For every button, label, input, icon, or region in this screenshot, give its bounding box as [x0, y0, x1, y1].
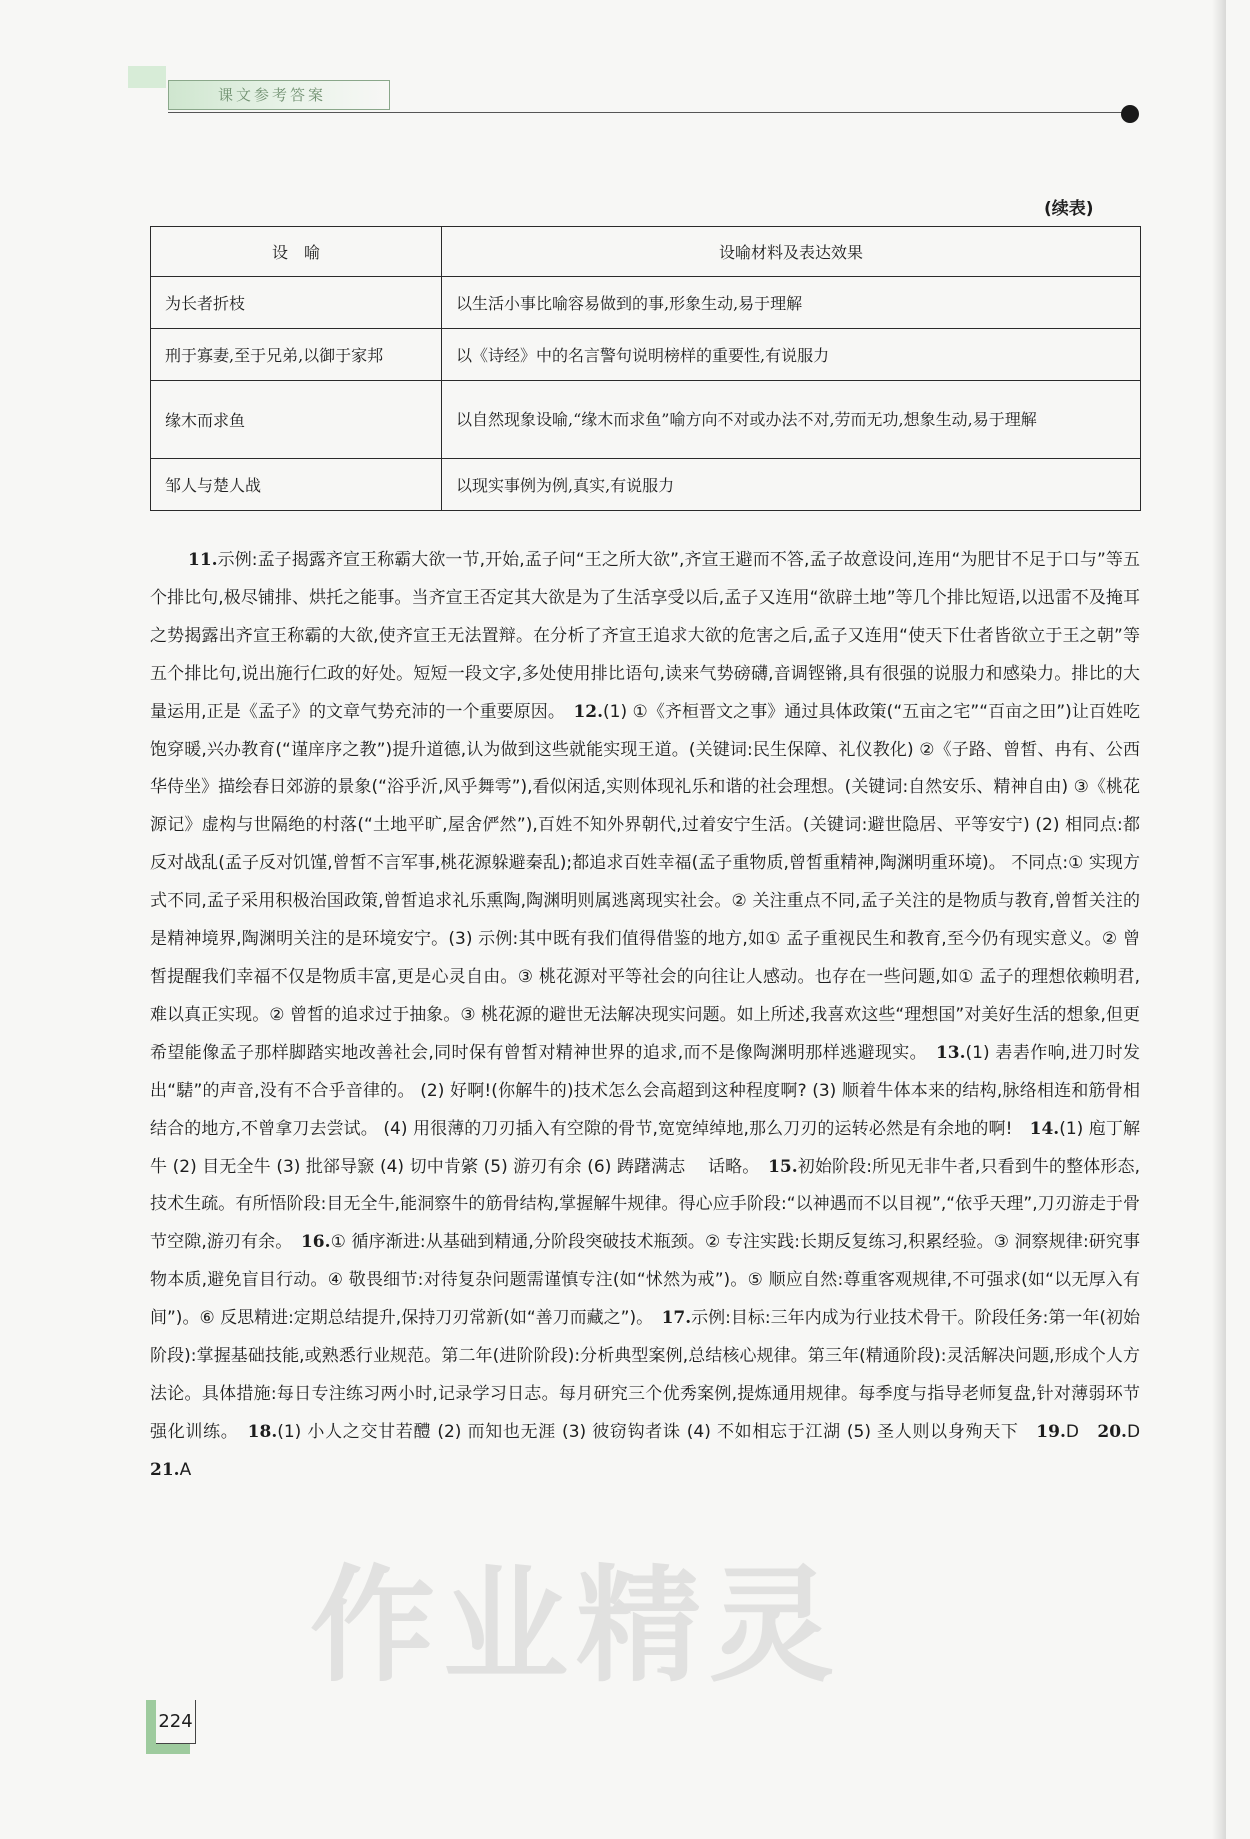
answers-body — [150, 542, 1140, 1490]
table-cell: 以生活小事比喻容易做到的事,形象生动,易于理解 — [442, 277, 1141, 329]
answer-text: 示例:孟子揭露齐宣王称霸大欲一节,开始,孟子问“王之所大欲”,齐宣王避而不答,孟子故意设问,连用“为肥甘不足于口与”等五个排比句,极尽铺排、烘托之能事。当齐宣王否定其大欲是为了生活享受以后,孟子又连用“欲辟土地”等几个排比短语,以迅雷不及掩耳之势揭露出齐宣王称霸的大欲,使齐宣王无法置辩。在分析了齐宣王追求大欲的危害之后,孟子又连用“使天下仕者皆欲立于王之朝”等五个排比句,说出施行仁政的好处。短短一段文字,多处使用排比语句,读来气势磅礴,音调铿锵,具有很强的说服力和感染力。排比的大量运用,正是《孟子》的文章气势充沛的一个重要原因。 — [150, 550, 1140, 722]
table-cell: 以现实事例为例,真实,有说服力 — [442, 459, 1141, 511]
table-cell: 邹人与楚人战 — [151, 459, 442, 511]
answer-text: 示例:目标:三年内成为行业技术骨干。阶段任务:第一年(初始阶段):掌握基础技能,或熟悉行业规范。第二年(进阶阶段):分析典型案例,总结核心规律。第三年(精通阶段):灵活解决问题,形成个人方法论。具体措施:每日专注练习两小时,记录学习日志。每月研究三个优秀案例,提炼通用规律。每季度与指导老师复盘,针对薄弱环节强化训练。 — [150, 1308, 1140, 1442]
page-edge-shadow — [1212, 0, 1226, 1839]
header-green-accent — [128, 66, 166, 88]
question-number: 12. — [573, 701, 604, 722]
table-cell: 缘木而求鱼 — [151, 381, 442, 459]
answer-text: (1) 砉砉作响,进刀时发出“騞”的声音,没有不合乎音律的。 (2) 好啊!(你解牛的)技术怎么会高超到这种程度啊? (3) 顺着牛体本来的结构,脉络相连和筋骨相结合的地方,不曾拿刀去尝试。 (4) 用很薄的刀刃插入有空隙的骨节,宽宽绰绰地,那么刀刃的运转必然是有余地的啊! — [150, 1042, 1141, 1139]
column-header-effect: 设喻材料及表达效果 — [442, 227, 1141, 277]
table-cell: 以自然现象设喻,“缘木而求鱼”喻方向不对或办法不对,劳而无功,想象生动,易于理解 — [442, 381, 1141, 459]
question-number: 21. — [150, 1459, 180, 1480]
header-rule — [168, 112, 1135, 113]
question-number: 15. — [768, 1156, 798, 1177]
page-number: 224 — [156, 1700, 196, 1744]
table-continued-label: (续表) — [1044, 199, 1094, 219]
answer-text: ① 循序渐进:从基础到精通,分阶段突破技术瓶颈。② 专注实践:长期反复练习,积累经验。③ 洞察规律:研究事物本质,避免盲目行动。④ 敬畏细节:对待复杂问题需谨慎专注(如“怵然为戒”)。⑤ 顺应自然:尊重客观规律,不可强求(如“以无厚入有间”)。⑥ 反思精进:定期总结提升,保持刀刃常新(如“善刀而藏之”)。 — [150, 1232, 1141, 1329]
answer-text: (1) ①《齐桓晋文之事》通过具体政策(“五亩之宅”“百亩之田”)让百姓吃饱穿暖,兴办教育(“谨庠序之教”)提升道德,认为做到这些就能实现王道。(关键词:民生保障、礼仪教化) ②《子路、曾皙、冉有、公西华侍坐》描绘春日郊游的景象(“浴乎沂,风乎舞雩”),看似闲适,实则体现礼乐和谐的社会理想。(关键词:自然安乐、精神自由) ③《桃花源记》虚构与世隔绝的村落(“土地平旷,屋舍俨然”),百姓不知外界朝代,过着安宁生活。(关键词:避世隐居、平等安宁) (2) 相同点:都反对战乱(孟子反对饥馑,曾皙不言军事,桃花源躲避秦乱);都追求百姓幸福(孟子重物质,曾皙重精神,陶渊明重环境)。 不同点:① 实现方式不同,孟子采用积极治国政策,曾皙追求礼乐熏陶,陶渊明则属逃离现实社会。② 关注重点不同,孟子关注的是物质与教育,曾皙关注的是精神境界,陶渊明关注的是环境安宁。(3) 示例:其中既有我们值得借鉴的地方,如① 孟子重视民生和教育,至今仍有现实意义。② 曾皙提醒我们幸福不仅是物质丰富,更是心灵自由。③ 桃花源对平等社会的向往让人感动。也存在一些问题,如① 孟子的理想依赖明君,难以真正实现。② 曾皙的追求过于抽象。③ 桃花源的避世无法解决现实问题。如上所述,我喜欢这些“理想国”对美好生活的想象,但更希望能像孟子那样脚踏实地改善社会,同时保有曾皙对精神世界的追求,而不是像陶渊明那样逃避现实。 — [150, 701, 1140, 1063]
answer-text: 初始阶段:所见无非牛者,只看到牛的整体形态,技术生疏。有所悟阶段:目无全牛,能洞察牛的筋骨结构,掌握解牛规律。得心应手阶段:“以神遇而不以目视”,“依乎天理”,刀刃游走于骨节空隙,游刃有余。 — [150, 1156, 1141, 1253]
question-number: 14. — [1029, 1118, 1060, 1139]
table-header-row — [151, 227, 1141, 277]
question-number: 17. — [661, 1308, 692, 1329]
answers-paragraph — [150, 542, 1140, 1490]
table-cell: 以《诗经》中的名言警句说明榜样的重要性,有说服力 — [442, 329, 1141, 381]
column-header-metaphor: 设 喻 — [151, 227, 442, 277]
table-row — [151, 459, 1141, 511]
table-row — [151, 381, 1141, 459]
watermark: 作业精灵 — [310, 1554, 842, 1699]
table-row — [151, 277, 1141, 329]
header-label: 课文参考答案 — [218, 86, 327, 104]
answer-text: A — [179, 1459, 192, 1480]
header-dot-icon — [1121, 105, 1139, 123]
question-number: 16. — [300, 1232, 331, 1253]
answer-text: D — [1126, 1421, 1141, 1442]
table-cell: 为长者折枝 — [151, 277, 442, 329]
question-number: 20. — [1097, 1421, 1127, 1442]
question-number: 13. — [935, 1042, 966, 1063]
question-number: 18. — [247, 1421, 278, 1442]
answer-text: D — [1065, 1421, 1079, 1442]
question-number: 19. — [1036, 1421, 1066, 1442]
question-number: 11. — [188, 550, 218, 570]
answer-text: (1) 庖丁解牛 (2) 目无全牛 (3) 批郤导窾 (4) 切中肯綮 (5) 游刃有余 (6) 踌躇满志 话略。 — [150, 1118, 1141, 1177]
metaphor-table — [150, 226, 1141, 511]
table-row — [151, 329, 1141, 381]
table-cell: 刑于寡妻,至于兄弟,以御于家邦 — [151, 329, 442, 381]
answer-text: (1) 小人之交甘若醴 (2) 而知也无涯 (3) 彼窃钩者诛 (4) 不如相忘于江湖 (5) 圣人则以身殉天下 — [277, 1421, 1019, 1442]
